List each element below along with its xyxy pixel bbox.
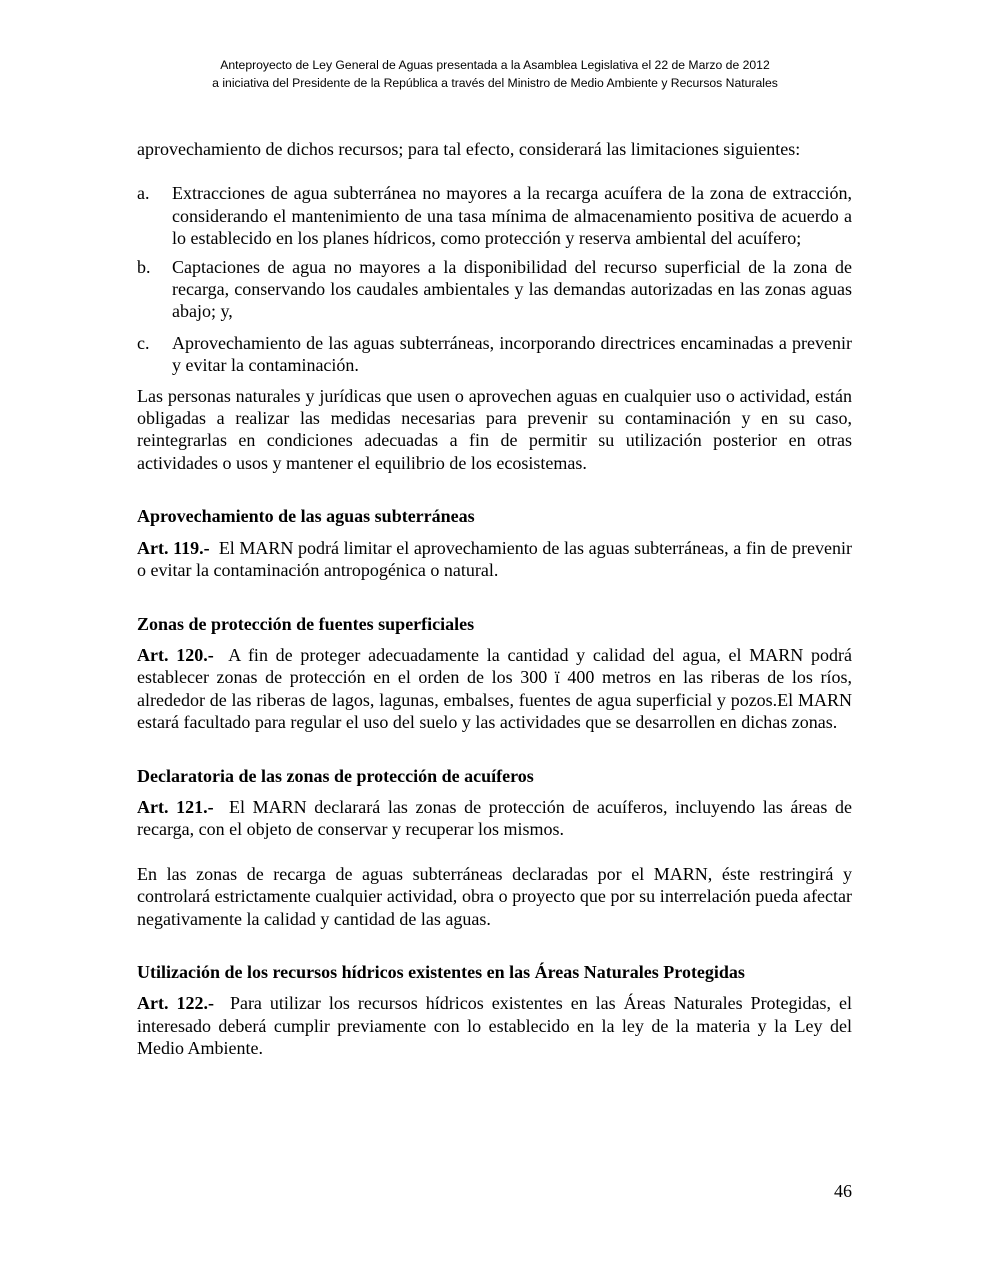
list-item-a — [137, 182, 852, 249]
list-text: Extracciones de agua subterránea no mayores a la recarga acuífera de la zona de extracción, considerando el mantenimiento de una tasa mínima de almacenamiento positiva de acuerdo a lo establecido en los planes hídricos, como protección y reserva ambiental del acuífero; — [172, 183, 852, 249]
list-item-c — [137, 332, 852, 377]
article-label: Art. 121.- — [137, 796, 214, 817]
article-text: A fin de proteger adecuadamente la cantidad y calidad del agua, el MARN podrá establecer zonas de protección en el orden de los 300 ï 400 metros en las riberas de los ríos, alrededor de las riberas de lagos, lagunas, embalses, fuentes de agua superficial y pozos.El MARN estará facultado para regular el uso del suelo y las actividades que se desarrollen en dichas zonas. — [137, 644, 853, 733]
article-label: Art. 122.- — [137, 993, 214, 1014]
section-heading: Utilización de los recursos hídricos existentes en las Áreas Naturales Protegidas — [137, 961, 745, 982]
article-122 — [137, 992, 852, 1059]
article-text: El MARN declarará las zonas de protección de acuíferos, incluyendo las áreas de recarga, con el objeto de conservar y recuperar los mismos. — [137, 796, 853, 840]
header-line-1: Anteproyecto de Ley General de Aguas presentada a la Asamblea Legislativa el 22 de Marzo de 2012 — [220, 58, 770, 72]
page-header — [0, 56, 990, 92]
article-121-extra: En las zonas de recarga de aguas subterráneas declaradas por el MARN, éste restringirá y controlará estrictamente cualquier actividad, obra o proyecto que por su interrelación pueda afectar negativamente la calidad y cantidad de las aguas. — [137, 863, 852, 929]
list-marker: a. — [137, 183, 150, 204]
header-line-2: a iniciativa del Presidente de la República a través del Ministro de Medio Ambiente y Recursos Naturales — [212, 76, 778, 90]
list-text: Captaciones de agua no mayores a la disponibilidad del recurso superficial de la zona de recarga, conservando los caudales ambientales y las demandas autorizadas en las zonas aguas abajo; y, — [172, 256, 852, 322]
section-heading: Zonas de protección de fuentes superficiales — [137, 613, 475, 634]
page-number: 46 — [834, 1181, 852, 1201]
article-text: Para utilizar los recursos hídricos existentes en las Áreas Naturales Protegidas, el interesado deberá cumplir previamente con lo establecido en la ley de la materia y la Ley del Medio Ambiente. — [137, 993, 853, 1059]
list-marker: b. — [137, 256, 151, 277]
article-text: El MARN podrá limitar el aprovechamiento de las aguas subterráneas, a fin de prevenir o evitar la contaminación antropogénica o natural. — [137, 537, 852, 581]
section-heading: Aprovechamiento de las aguas subterráneas — [137, 506, 475, 527]
page-body — [137, 138, 852, 1060]
article-120 — [137, 644, 852, 734]
article-121 — [137, 796, 852, 841]
article-label: Art. 120.- — [137, 644, 214, 665]
list-marker: c. — [137, 332, 150, 353]
article-label: Art. 119.- — [137, 537, 210, 558]
article-119 — [137, 537, 852, 582]
section-heading: Declaratoria de las zonas de protección de acuíferos — [137, 765, 534, 786]
obligation-paragraph: Las personas naturales y jurídicas que usen o aprovechen aguas en cualquier uso o actividad, están obligadas a realizar las medidas necesarias para prevenir su contaminación y en su caso, reintegrarlas en condiciones adecuadas a fin de permitir su utilización posterior en otras actividades o usos y mantener el equilibrio de los ecosistemas. — [137, 385, 852, 473]
list-text: Aprovechamiento de las aguas subterráneas, incorporando directrices encaminadas a prevenir y evitar la contaminación. — [172, 332, 852, 376]
list-item-b — [137, 256, 852, 323]
intro-paragraph: aprovechamiento de dichos recursos; para tal efecto, considerará las limitaciones siguientes: — [137, 139, 801, 159]
